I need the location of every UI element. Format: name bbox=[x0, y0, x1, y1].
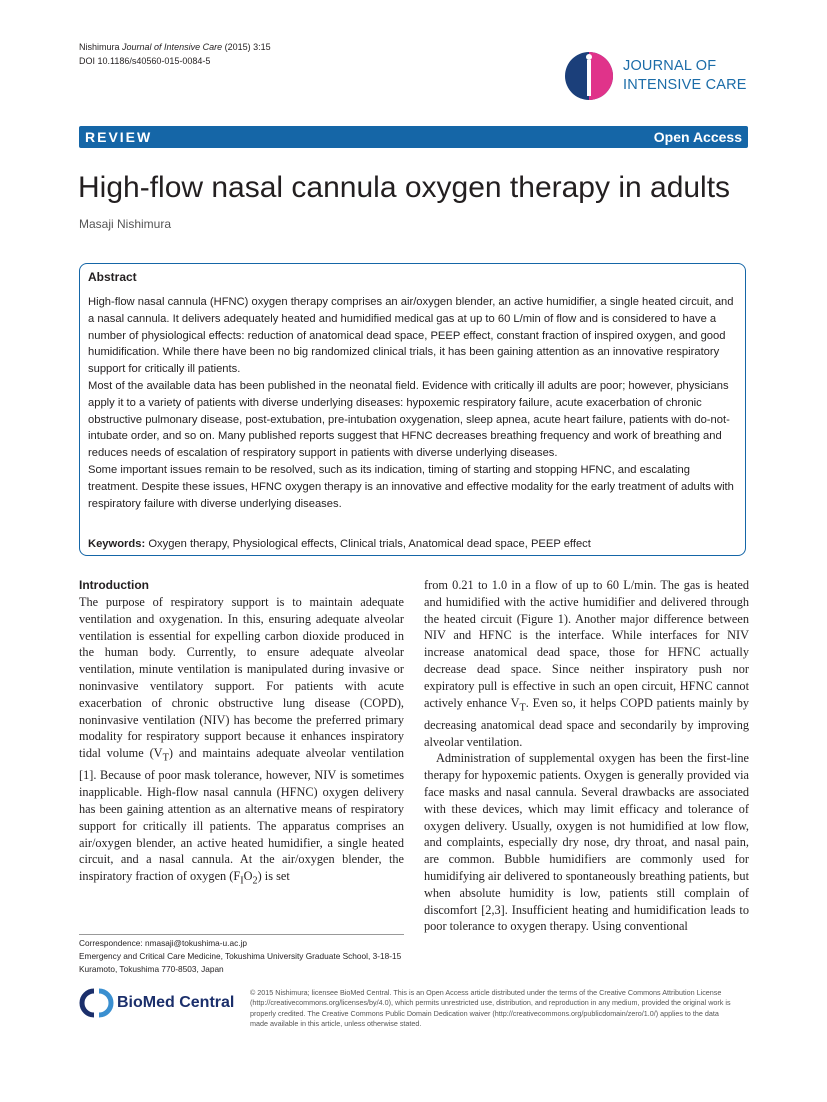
article-type-label: REVIEW bbox=[85, 129, 153, 145]
body-paragraph: from 0.21 to 1.0 in a flow of up to 60 L/min. The gas is heated and humidified with the active humidifier and delivered through the heated circuit (Figure 1). Another major difference between NIV and HFNC is the interface. While interfaces for NIV increase anatomical dead space, those for HFNC actually decrease dead space. Since neither inspiratory push nor expiratory pull is effective in such an open circuit, HFNC cannot actively enhance $V_T$. Even so, it helps COPD patients mainly by decreasing anatomical dead space and secondarily by improving alveolar ventilation. bbox=[424, 578, 749, 749]
doi: DOI 10.1186/s40560-015-0084-5 bbox=[79, 56, 211, 66]
open-access-label: Open Access bbox=[653, 129, 742, 145]
abstract-body bbox=[88, 294, 740, 512]
article-type-banner bbox=[79, 126, 748, 148]
body-paragraph: The purpose of respiratory support is to maintain adequate ventilation and oxygenation. In this, ensuring adequate alveolar ventilation is essential for expelling carbon dioxide produced in the human body. Currently, to ensure adequate alveolar ventilation, minute ventilation is manipulated during invasive or noninvasive ventilatory support. For patients with acute exacerbation of chronic obstructive lung disease (COPD), noninvasive ventilation (NIV) has become the preferred primary modality for respiratory support because it enhances inspiratory tidal volume $(V_T)$ and maintains adequate alveolar ventilation [1]. Because of poor mask tolerance, however, NIV is sometimes inapplicable. High-flow nasal cannula (HFNC) oxygen delivery has been gaining attention as an alternative means of respiratory support for critically ill patients. The apparatus comprises an air/oxygen blender, an active heated humidifier, a single heated circuit, and a nasal cannula. At the air/oxygen blender, the inspiratory fraction of oxygen $(F_IO_2)$ is set bbox=[79, 595, 404, 887]
section-heading-introduction: Introduction bbox=[79, 578, 149, 592]
abstract-heading: Abstract bbox=[88, 270, 137, 284]
keywords bbox=[88, 536, 591, 552]
journal-logo-text: JOURNAL OF INTENSIVE CARE bbox=[623, 58, 747, 93]
license-statement: © 2015 Nishimura; licensee BioMed Central. This is an Open Access article distributed under the terms of the Creative Commons Attribution License (http://creativecommons.org/licenses/by/4.0), which permits unrestricted use, distribution, and reproduction in any medium, provided the original work is properly credited. The Creative Commons Public Domain Dedication waiver (http://creativecommons.org/publicdomain/zero/1.0/) applies to the data made available in this article, unless otherwise stated. bbox=[250, 988, 731, 1029]
abstract-paragraph: Some important issues remain to be resolved, such as its indication, timing of starting and stopping HFNC, and escalating treatment. Despite these issues, HFNC oxygen therapy is an innovative and effective modality for the early treatment of adults with respiratory failure with diverse underlying diseases. bbox=[88, 463, 734, 510]
body-paragraph: Administration of supplemental oxygen has been the first-line therapy for hypoxemic patients. Oxygen is generally provided via face masks and nasal cannula. Several drawbacks are associated with these devices, which may limit efficacy and tolerance of oxygen delivery. Usually, oxygen is not humidified at low flow, and complaints, especially dry nose, dry throat, and nasal pain, are common. Bubble humidifiers are commonly used for humidifying air delivered to spontaneously breathing patients, but when absolute humidity is low, patients still complain of discomfort [2,3]. Insufficient heating and humidification leads to poor tolerance to oxygen therapy. Using conventional bbox=[424, 751, 749, 934]
biomed-central-logo-icon bbox=[79, 988, 115, 1018]
author-name: Masaji Nishimura bbox=[79, 217, 172, 231]
correspondence-email: Correspondence: nmasaji@tokushima-u.ac.jp bbox=[79, 938, 247, 948]
article-title: High-flow nasal cannula oxygen therapy in adults bbox=[78, 171, 731, 204]
keywords-label: Keywords: bbox=[88, 538, 146, 550]
correspondence-note bbox=[79, 937, 409, 976]
abstract-paragraph: Most of the available data has been published in the neonatal field. Evidence with critically ill adults are poor; however, physicians apply it to a variety of patients with diverse underlying diseases: hypoxemic respiratory failure, acute exacerbation of chronic obstructive pulmonary disease, post-extubation, pre-intubation oxygenation, sleep apnea, acute heart failure, patients with do-not-intubate order, and so on. Many published reports suggest that HFNC decreases breathing frequency and work of breathing and reduces needs of escalation of respiratory support in patients with diverse underlying diseases. bbox=[88, 379, 730, 460]
footnote-divider bbox=[79, 934, 404, 935]
author-affiliation: Emergency and Critical Care Medicine, Tokushima University Graduate School, 3-18-15 Kuramoto, Tokushima 770-8503, Japan bbox=[79, 951, 402, 974]
publisher-name: BioMed Central bbox=[117, 994, 235, 1011]
abstract-paragraph: High-flow nasal cannula (HFNC) oxygen therapy comprises an air/oxygen blender, an active humidifier, a single heated circuit, and a nasal cannula. It delivers adequately heated and humidified medical gas at up to 60 L/min of flow and is considered to have a number of physiological effects: reduction of anatomical dead space, PEEP effect, constant fraction of inspired oxygen, and good humidification. While there have been no big randomized clinical trials, it has been gaining attention as an innovative respiratory support for critically ill patients. bbox=[88, 296, 734, 376]
citation-line: Nishimura Journal of Intensive Care (2015) 3:15 bbox=[79, 42, 271, 52]
keywords-list: Oxygen therapy, Physiological effects, Clinical trials, Anatomical dead space, PEEP effect bbox=[148, 538, 591, 550]
citation-header bbox=[79, 40, 271, 68]
body-column-left bbox=[79, 594, 404, 890]
body-column-right bbox=[424, 577, 749, 935]
journal-logo-icon bbox=[563, 50, 623, 106]
